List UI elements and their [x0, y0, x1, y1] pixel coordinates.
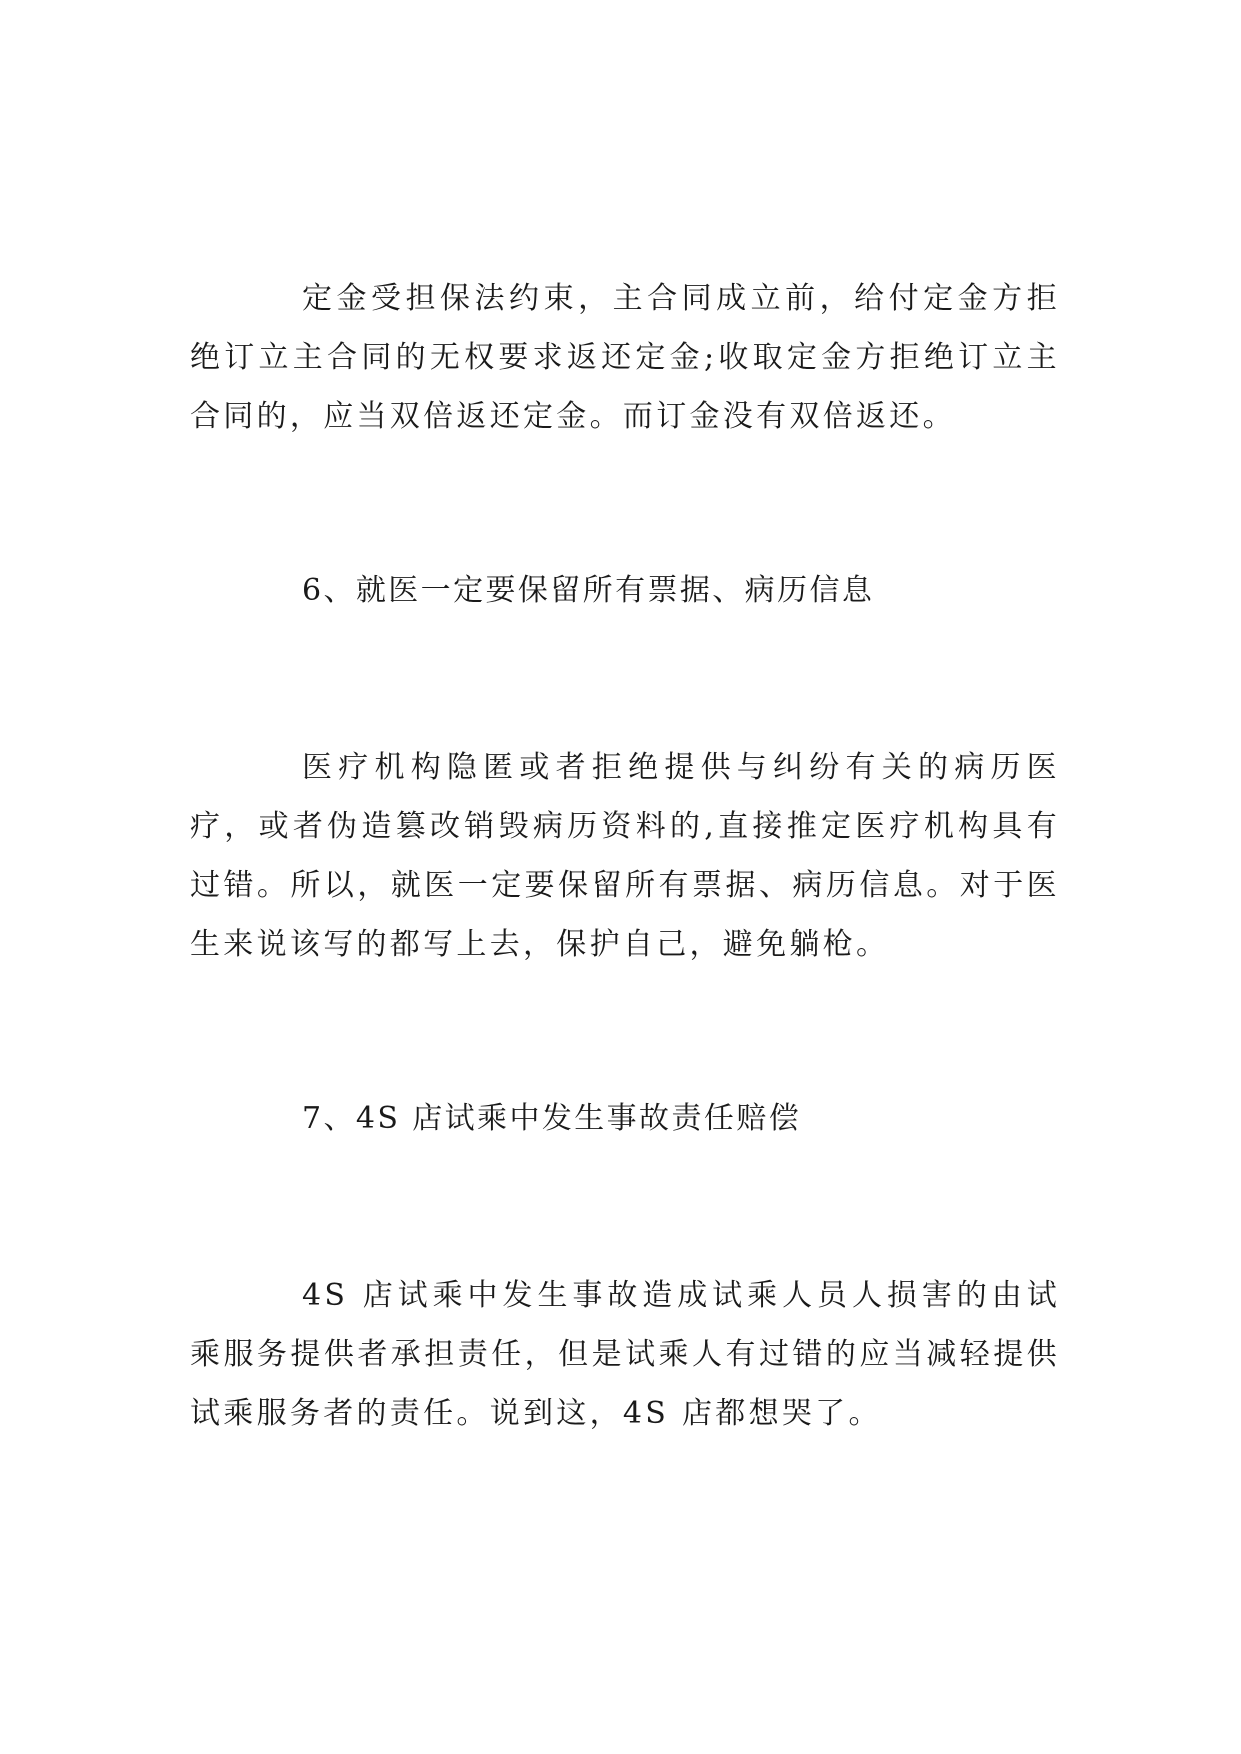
paragraph-medical: 医疗机构隐匿或者拒绝提供与纠纷有关的病历医疗，或者伪造篡改销毁病历资料的,直接推定医疗机构具有过错。所以，就医一定要保留所有票据、病历信息。对于医生来说该写的都写上去，保护自己，避免躺枪。: [190, 750, 1060, 962]
heading-medical-records: 6、就医一定要保留所有票据、病历信息: [302, 573, 875, 608]
paragraph-deposit: 定金受担保法约束，主合同成立前，给付定金方拒绝订立主合同的无权要求返还定金;收取定金方拒绝订立主合同的，应当双倍返还定金。而订金没有双倍返还。: [190, 281, 1060, 434]
heading-4s-test-drive: 7、4S 店试乘中发生事故责任赔偿: [302, 1101, 802, 1136]
paragraph-4s: 4S 店试乘中发生事故造成试乘人员人损害的由试乘服务提供者承担责任，但是试乘人有过错的应当减轻提供试乘服务者的责任。说到这，4S 店都想哭了。: [190, 1278, 1060, 1431]
